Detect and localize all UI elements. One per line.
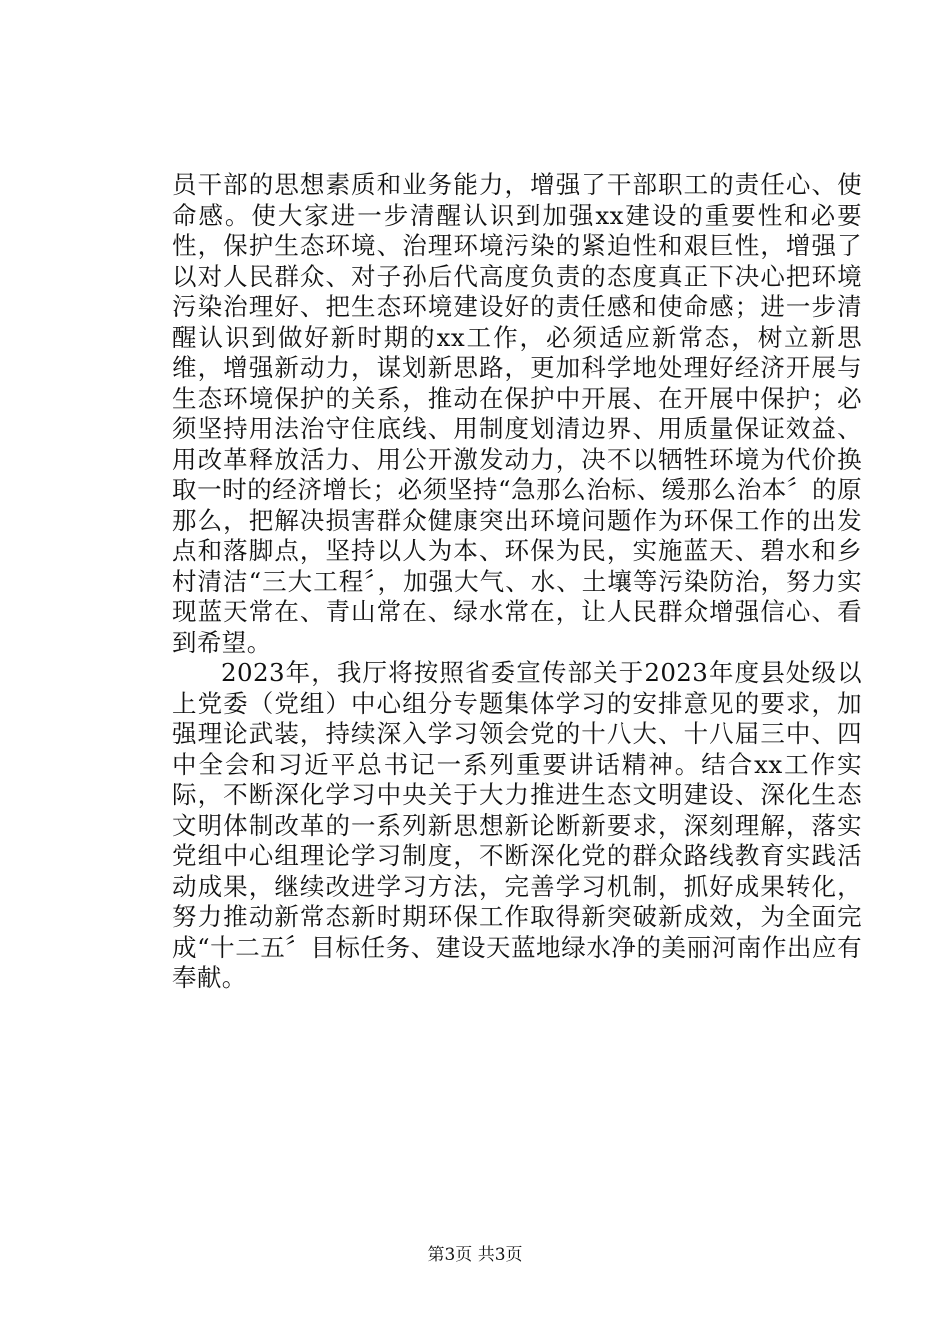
paragraph-2023-plan: 2023年，我厅将按照省委宣传部关于2023年度县处级以上党委（党组）中心组分专题集体学习的安排意见的要求，加强理论武装，持续深入学习领会党的十八大、十八届三中、四中全会和习近平总书记一系列重要讲话精神。结合xx工作实际，不断深化学习中央关于大力推进生态文明建设、深化生态文明体制改革的一系列新思想新论断新要求，深刻理解，落实党组中心组理论学习制度，不断深化党的群众路线教育实践活动成果，继续改进学习方法，完善学习机制，抓好成果转化，努力推动新常态新时期环保工作取得新突破新成效，为全面完成“十二五〞目标任务、建设天蓝地绿水净的美丽河南作出应有奉献。: [172, 658, 862, 992]
document-body: [172, 170, 862, 994]
paragraph-continued: 员干部的思想素质和业务能力，增强了干部职工的责任心、使命感。使大家进一步清醒认识到加强xx建设的重要性和必要性，保护生态环境、治理环境污染的紧迫性和艰巨性，增强了以对人民群众、对子孙后代高度负责的态度真正下决心把环境污染治理好、把生态环境建设好的责任感和使命感；进一步清醒认识到做好新时期的xx工作，必须适应新常态，树立新思维，增强新动力，谋划新思路，更加科学地处理好经济开展与生态环境保护的关系，推动在保护中开展、在开展中保护；必须坚持用法治守住底线、用制度划清边界、用质量保证效益、用改革释放活力、用公开激发动力，决不以牺牲环境为代价换取一时的经济增长；必须坚持“急那么治标、缓那么治本〞的原那么，把解决损害群众健康突出环境问题作为环保工作的出发点和落脚点，坚持以人为本、环保为民，实施蓝天、碧水和乡村清洁“三大工程〞，加强大气、水、土壤等污染防治，努力实现蓝天常在、青山常在、绿水常在，让人民群众增强信心、看到希望。: [172, 170, 862, 657]
page-footer: 第3页 共3页: [427, 1245, 523, 1265]
